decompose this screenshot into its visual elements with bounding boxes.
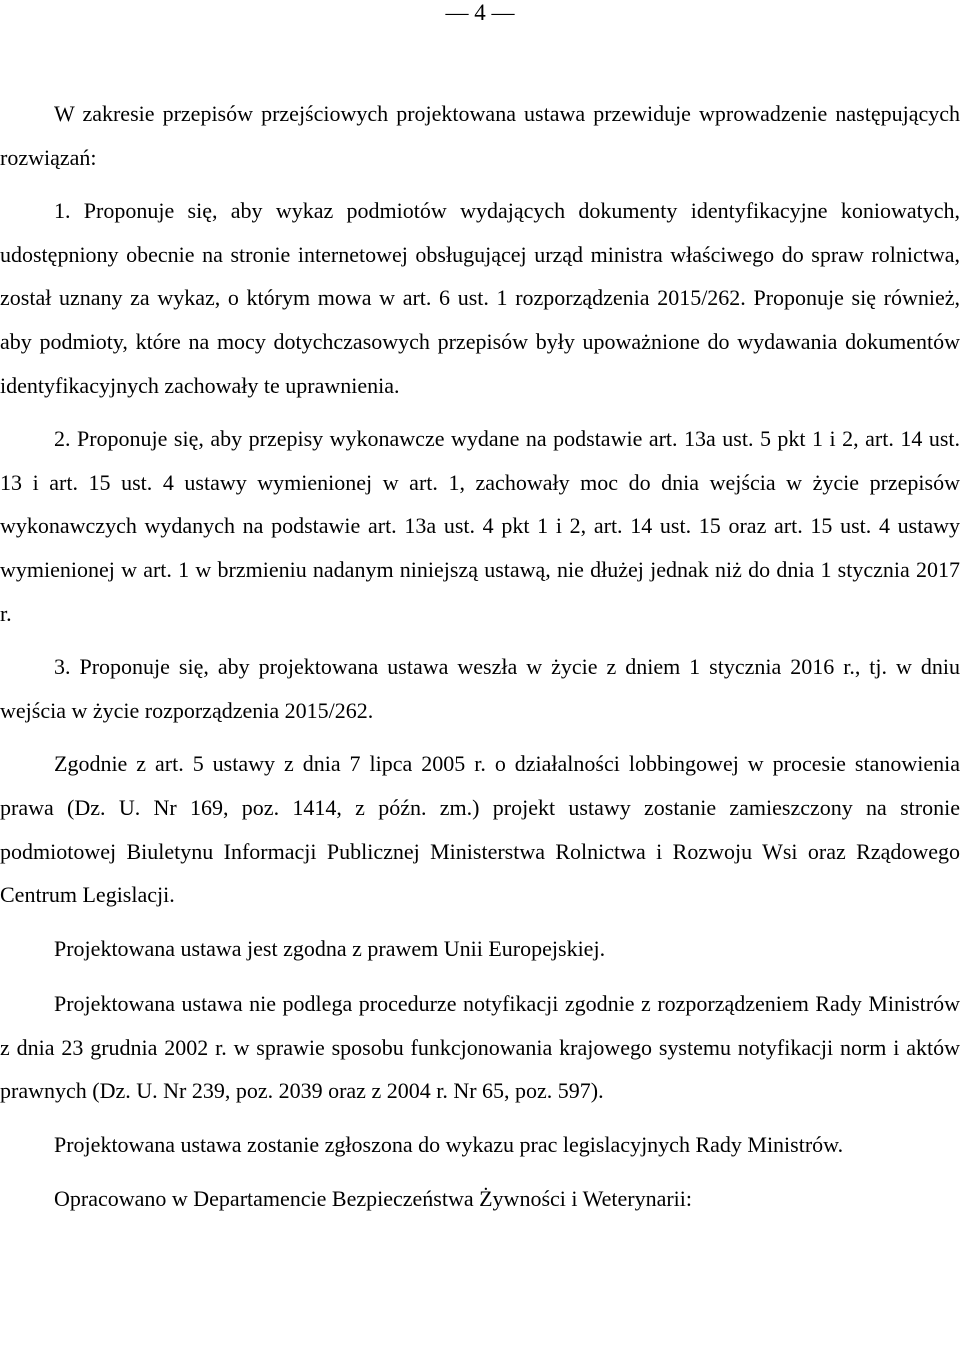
paragraph-eu-compliance: Projektowana ustawa jest zgodna z prawem Unii Europejskiej.: [54, 935, 606, 961]
document-body: [0, 92, 960, 1220]
paragraph-transitional-intro: W zakresie przepisów przejściowych projektowana ustawa przewiduje wprowadzenie następujących rozwiązań:: [0, 101, 960, 170]
paragraph-point-1: 1. Proponuje się, aby wykaz podmiotów wydających dokumenty identyfikacyjne koniowatych, udostępniony obecnie na stronie internetowej obsługującej urząd ministra właściwego do spraw rolnictwa, został uznany za wykaz, o którym mowa w art. 6 ust. 1 rozporządzenia 2015/262. Proponuje się również, aby podmioty, które na mocy dotychczasowych przepisów były upoważnione do wydawania dokumentów identyfikacyjnych zachowały te uprawnienia.: [0, 198, 960, 398]
paragraph-point-3: 3. Proponuje się, aby projektowana ustawa weszła w życie z dniem 1 stycznia 2016 r., tj. w dniu wejścia w życie rozporządzenia 2015/262.: [0, 654, 960, 723]
paragraph-point-2: 2. Proponuje się, aby przepisy wykonawcze wydane na podstawie art. 13a ust. 5 pkt 1 i 2, art. 14 ust. 13 i art. 15 ust. 4 ustawy wymienionej w art. 1, zachowały moc do dnia wejścia w życie przepisów wykonawczych wydanych na podstawie art. 13a ust. 4 pkt 1 i 2, art. 14 ust. 15 oraz art. 15 ust. 4 ustawy wymienionej w art. 1 w brzmieniu nadanym niniejszą ustawą, nie dłużej jednak niż do dnia 1 stycznia 2017 r.: [0, 426, 960, 626]
paragraph-lobbying: Zgodnie z art. 5 ustawy z dnia 7 lipca 2005 r. o działalności lobbingowej w procesie stanowienia prawa (Dz. U. Nr 169, poz. 1414, z późn. zm.) projekt ustawy zostanie zamieszczony na stronie podmiotowej Biuletynu Informacji Publicznej Ministerstwa Rolnictwa i Rozwoju Wsi oraz Rządowego Centrum Legislacji.: [0, 751, 960, 908]
paragraph-prepared-by: Opracowano w Departamencie Bezpieczeństwa Żywności i Weterynarii:: [54, 1185, 692, 1211]
paragraph-legislative-list: Projektowana ustawa zostanie zgłoszona do wykazu prac legislacyjnych Rady Ministrów.: [54, 1132, 844, 1158]
paragraph-notification: Projektowana ustawa nie podlega procedurze notyfikacji zgodnie z rozporządzeniem Rady Ministrów z dnia 23 grudnia 2002 r. w sprawie sposobu funkcjonowania krajowego systemu notyfikacji norm i aktów prawnych (Dz. U. Nr 239, poz. 2039 oraz z 2004 r. Nr 65, poz. 597).: [0, 991, 960, 1104]
page-number: — 4 —: [445, 0, 515, 25]
